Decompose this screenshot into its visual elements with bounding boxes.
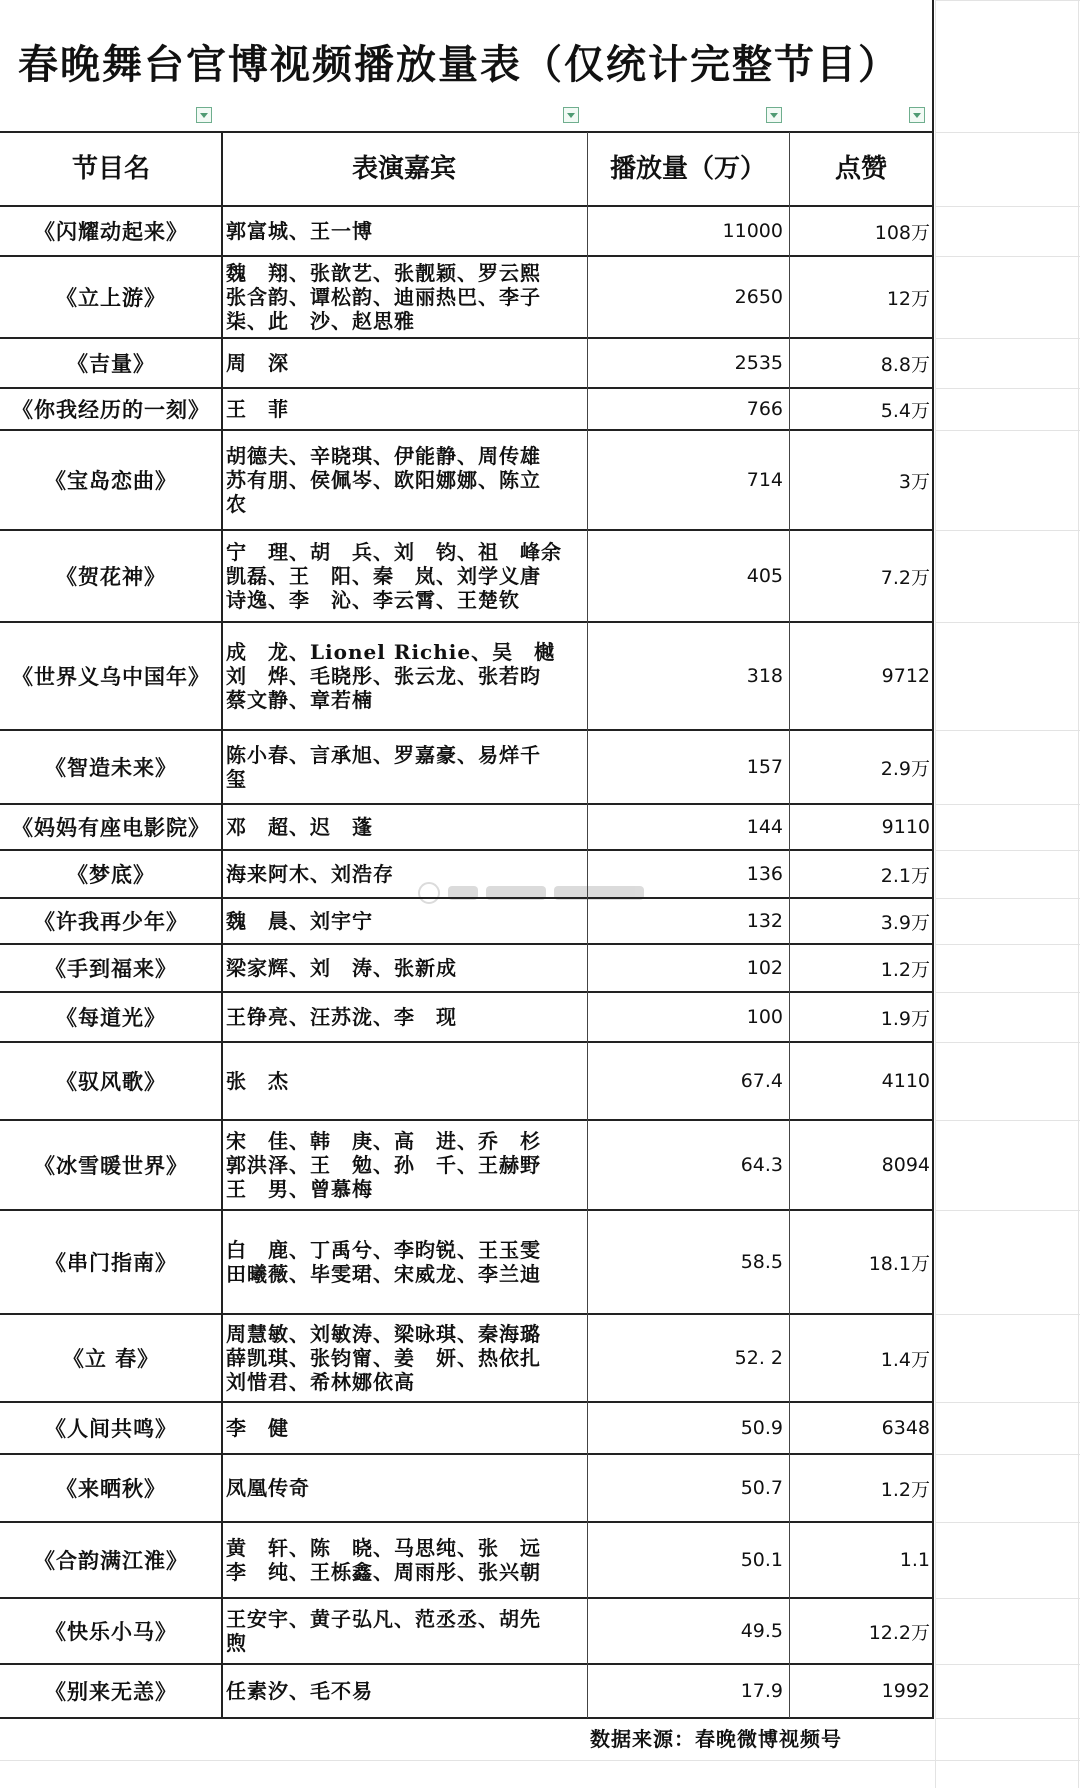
program-name-cell[interactable]: 《人间共鸣》 bbox=[45, 1416, 177, 1441]
table-rule bbox=[0, 729, 934, 731]
program-name-cell[interactable]: 《宝岛恋曲》 bbox=[45, 468, 177, 493]
likes-cell[interactable]: 8094 bbox=[881, 1154, 930, 1176]
grid-line bbox=[936, 1042, 1080, 1043]
table-rule bbox=[0, 1453, 934, 1455]
likes-cell[interactable]: 3万 bbox=[898, 470, 930, 493]
grid-line bbox=[1078, 0, 1079, 1788]
filter-dropdown-icon[interactable] bbox=[909, 107, 925, 123]
grid-line bbox=[936, 804, 1080, 805]
guests-line: 刘惜君、希林娜依高 bbox=[226, 1370, 415, 1394]
views-cell[interactable]: 714 bbox=[746, 469, 783, 491]
table-rule bbox=[0, 849, 934, 851]
guests-cell[interactable] bbox=[224, 622, 584, 730]
likes-cell[interactable]: 1.9万 bbox=[880, 1007, 930, 1030]
guests-cell[interactable] bbox=[224, 1598, 584, 1664]
likes-cell[interactable]: 9712 bbox=[881, 665, 930, 687]
guests-line: 苏有朋、侯佩岑、欧阳娜娜、陈立 bbox=[226, 468, 541, 492]
grid-line bbox=[936, 1454, 1080, 1455]
guests-line: 邓 超、迟 蓬 bbox=[226, 815, 373, 839]
guests-line: 郭洪泽、王 勉、孙 千、王赫野 bbox=[226, 1153, 541, 1177]
table-rule bbox=[0, 529, 934, 531]
filter-dropdown-icon[interactable] bbox=[563, 107, 579, 123]
guests-line: 柒、此 沙、赵思雅 bbox=[226, 309, 415, 333]
guests-cell[interactable] bbox=[224, 944, 584, 992]
likes-cell[interactable]: 2.9万 bbox=[880, 757, 930, 780]
watermark-logo-icon bbox=[418, 882, 440, 904]
guests-cell[interactable] bbox=[224, 256, 584, 338]
guests-line: 魏 晨、刘宇宁 bbox=[226, 909, 373, 933]
guests-cell[interactable] bbox=[224, 1402, 584, 1454]
guests-line: 黄 轩、陈 晓、马思纯、张 远 bbox=[226, 1536, 541, 1560]
table-row[interactable] bbox=[0, 622, 934, 730]
guests-cell[interactable] bbox=[224, 1120, 584, 1210]
guests-line: 王 菲 bbox=[226, 397, 289, 421]
table-row[interactable] bbox=[0, 1120, 934, 1210]
views-cell[interactable]: 50.1 bbox=[740, 1549, 783, 1571]
views-cell[interactable]: 318 bbox=[746, 665, 783, 687]
guests-line: 成 龙、Lionel Richie、吴 樾 bbox=[226, 640, 556, 664]
guests-line: 陈小春、言承旭、罗嘉豪、易烊千 bbox=[226, 743, 541, 767]
guests-cell[interactable] bbox=[224, 388, 584, 430]
likes-cell[interactable]: 12.2万 bbox=[868, 1621, 930, 1644]
likes-cell[interactable]: 2.1万 bbox=[880, 864, 930, 887]
grid-line bbox=[936, 388, 1080, 389]
table-rule bbox=[0, 991, 934, 993]
program-name-cell[interactable]: 《串门指南》 bbox=[45, 1250, 177, 1275]
guests-cell[interactable] bbox=[224, 1522, 584, 1598]
guests-line: 胡德夫、辛晓琪、伊能静、周传雄 bbox=[226, 444, 541, 468]
program-name-cell[interactable]: 《你我经历的一刻》 bbox=[12, 397, 210, 422]
guests-line: 周 深 bbox=[226, 351, 289, 375]
views-cell[interactable]: 766 bbox=[746, 398, 783, 420]
guests-cell[interactable] bbox=[224, 1664, 584, 1718]
guests-line: 白 鹿、丁禹兮、李昀锐、王玉雯 bbox=[226, 1238, 541, 1262]
table-row[interactable] bbox=[0, 1598, 934, 1664]
guests-cell[interactable] bbox=[224, 730, 584, 804]
table-row[interactable] bbox=[0, 1210, 934, 1314]
views-cell[interactable]: 67.4 bbox=[740, 1070, 783, 1092]
guests-line: 凯磊、王 阳、秦 岚、刘学义唐 bbox=[226, 564, 541, 588]
program-name-cell[interactable]: 《驭风歌》 bbox=[56, 1069, 166, 1094]
grid-line bbox=[936, 1210, 1080, 1211]
table-row[interactable] bbox=[0, 992, 934, 1042]
table-row[interactable] bbox=[0, 1454, 934, 1522]
header-program-name: 节目名 bbox=[71, 154, 150, 184]
filter-dropdown-icon[interactable] bbox=[766, 107, 782, 123]
program-name-cell[interactable]: 《快乐小马》 bbox=[45, 1619, 177, 1644]
views-cell[interactable]: 58.5 bbox=[740, 1251, 783, 1273]
guests-cell[interactable] bbox=[224, 1314, 584, 1402]
guests-line: 诗逸、李 沁、李云霄、王楚钦 bbox=[226, 588, 520, 612]
program-name-cell[interactable]: 《立 春》 bbox=[62, 1346, 160, 1371]
grid-line bbox=[936, 1120, 1080, 1121]
guests-cell[interactable] bbox=[224, 804, 584, 850]
table-rule bbox=[0, 1401, 934, 1403]
grid-line bbox=[936, 430, 1080, 431]
likes-cell[interactable]: 1.1 bbox=[899, 1549, 930, 1571]
program-name-cell[interactable]: 《闪耀动起来》 bbox=[34, 219, 188, 244]
guests-line: 王铮亮、汪苏泷、李 现 bbox=[226, 1005, 457, 1029]
guests-cell[interactable] bbox=[224, 430, 584, 530]
program-name-cell[interactable]: 《每道光》 bbox=[56, 1005, 166, 1030]
guests-line: 王安宇、黄子弘凡、范丞丞、胡先 bbox=[226, 1607, 541, 1631]
grid-line bbox=[936, 1522, 1080, 1523]
table-row[interactable] bbox=[0, 388, 934, 430]
likes-cell[interactable]: 1992 bbox=[881, 1680, 930, 1702]
likes-cell[interactable]: 1.2万 bbox=[880, 958, 930, 981]
likes-cell[interactable]: 8.8万 bbox=[880, 353, 930, 376]
views-cell[interactable]: 132 bbox=[746, 910, 783, 932]
table-row[interactable] bbox=[0, 530, 934, 622]
guests-cell[interactable] bbox=[224, 338, 584, 388]
table-rule bbox=[0, 621, 934, 623]
table-row[interactable] bbox=[0, 338, 934, 388]
table-rule bbox=[0, 1663, 934, 1665]
header-guests: 表演嘉宾 bbox=[351, 154, 456, 184]
grid-line bbox=[936, 622, 1080, 623]
table-row[interactable] bbox=[0, 1522, 934, 1598]
table-rule bbox=[0, 803, 934, 805]
guests-cell[interactable] bbox=[224, 1454, 584, 1522]
guests-line: 海来阿木、刘浩存 bbox=[226, 862, 394, 886]
likes-cell[interactable]: 1.4万 bbox=[880, 1348, 930, 1371]
views-cell[interactable]: 2650 bbox=[734, 286, 783, 308]
likes-cell[interactable]: 18.1万 bbox=[868, 1252, 930, 1275]
likes-cell[interactable]: 9110 bbox=[881, 816, 930, 838]
grid-line bbox=[936, 1314, 1080, 1315]
guests-line: 农 bbox=[226, 492, 247, 516]
grid-line bbox=[936, 992, 1080, 993]
guests-line: 王 男、曾慕梅 bbox=[226, 1177, 373, 1201]
table-rule bbox=[0, 1597, 934, 1599]
program-name-cell[interactable]: 《梦底》 bbox=[67, 862, 155, 887]
guests-line: 煦 bbox=[226, 1631, 247, 1655]
table-row[interactable] bbox=[0, 1402, 934, 1454]
guests-line: 魏 翔、张歆艺、张靓颖、罗云熙 bbox=[226, 261, 541, 285]
program-name-cell[interactable]: 《别来无恙》 bbox=[45, 1679, 177, 1704]
program-name-cell[interactable]: 《许我再少年》 bbox=[34, 909, 188, 934]
grid-line bbox=[936, 132, 1080, 133]
column-rule bbox=[221, 132, 223, 1718]
guests-line: 宁 理、胡 兵、刘 钧、祖 峰余 bbox=[226, 540, 562, 564]
table-rule bbox=[0, 1041, 934, 1043]
program-name-cell[interactable]: 《合韵满江淮》 bbox=[34, 1548, 188, 1573]
likes-cell[interactable]: 1.2万 bbox=[880, 1478, 930, 1501]
views-cell[interactable]: 17.9 bbox=[740, 1680, 783, 1702]
grid-line bbox=[936, 1718, 1080, 1719]
grid-line bbox=[936, 256, 1080, 257]
guests-cell[interactable] bbox=[224, 992, 584, 1042]
program-name-cell[interactable]: 《来晒秋》 bbox=[56, 1476, 166, 1501]
guests-line: 李 健 bbox=[226, 1416, 289, 1440]
table-rule bbox=[0, 337, 934, 339]
views-cell[interactable]: 157 bbox=[746, 756, 783, 778]
table-rule bbox=[0, 1717, 934, 1719]
weibo-watermark bbox=[418, 878, 658, 908]
table-rule bbox=[0, 429, 934, 431]
header-views: 播放量（万） bbox=[609, 154, 766, 184]
table-row[interactable] bbox=[0, 1314, 934, 1402]
views-cell[interactable]: 49.5 bbox=[740, 1620, 783, 1642]
likes-cell[interactable]: 4110 bbox=[881, 1070, 930, 1092]
guests-line: 李 纯、王栎鑫、周雨彤、张兴朝 bbox=[226, 1560, 541, 1584]
grid-line bbox=[936, 730, 1080, 731]
guests-line: 郭富城、王一博 bbox=[226, 219, 373, 243]
views-cell[interactable]: 52. 2 bbox=[734, 1347, 783, 1369]
likes-cell[interactable]: 3.9万 bbox=[880, 911, 930, 934]
views-cell[interactable]: 100 bbox=[746, 1006, 783, 1028]
table-row[interactable] bbox=[0, 944, 934, 992]
grid-line bbox=[936, 898, 1080, 899]
grid-line bbox=[935, 0, 936, 1788]
table-rule bbox=[0, 943, 934, 945]
table-rule bbox=[0, 1313, 934, 1315]
guests-line: 张含韵、谭松韵、迪丽热巴、李子 bbox=[226, 285, 541, 309]
table-rule bbox=[0, 1209, 934, 1211]
guests-cell[interactable] bbox=[224, 206, 584, 256]
program-name-cell[interactable]: 《冰雪暖世界》 bbox=[34, 1153, 188, 1178]
grid-line bbox=[936, 338, 1080, 339]
grid-line bbox=[0, 1760, 1080, 1761]
program-name-cell[interactable]: 《手到福来》 bbox=[45, 956, 177, 981]
guests-line: 宋 佳、韩 庚、高 进、乔 杉 bbox=[226, 1129, 541, 1153]
guests-line: 梁家辉、刘 涛、张新成 bbox=[226, 956, 457, 980]
program-name-cell[interactable]: 《智造未来》 bbox=[45, 755, 177, 780]
views-cell[interactable]: 2535 bbox=[734, 352, 783, 374]
grid-line bbox=[936, 850, 1080, 851]
table-rule bbox=[0, 131, 934, 133]
table-rule bbox=[0, 1521, 934, 1523]
guests-line: 田曦薇、毕雯珺、宋威龙、李兰迪 bbox=[226, 1262, 541, 1286]
program-name-cell[interactable]: 《贺花神》 bbox=[56, 564, 166, 589]
guests-line: 薛凯琪、张钧甯、姜 妍、热依扎 bbox=[226, 1346, 541, 1370]
grid-line bbox=[936, 206, 1080, 207]
guests-line: 任素汐、毛不易 bbox=[226, 1679, 373, 1703]
likes-cell[interactable]: 7.2万 bbox=[880, 566, 930, 589]
program-name-cell[interactable]: 《妈妈有座电影院》 bbox=[12, 815, 210, 840]
views-cell[interactable]: 11000 bbox=[722, 220, 783, 242]
grid-line bbox=[936, 0, 1080, 1]
table-row[interactable] bbox=[0, 1042, 934, 1120]
program-name-cell[interactable]: 《吉量》 bbox=[67, 351, 155, 376]
table-rule bbox=[0, 1119, 934, 1121]
guests-line: 周慧敏、刘敏涛、梁咏琪、秦海璐 bbox=[226, 1322, 541, 1346]
views-cell[interactable]: 136 bbox=[746, 863, 783, 885]
views-cell[interactable]: 405 bbox=[746, 565, 783, 587]
likes-cell[interactable]: 12万 bbox=[886, 287, 930, 310]
grid-line bbox=[936, 530, 1080, 531]
filter-dropdown-icon[interactable] bbox=[196, 107, 212, 123]
views-cell[interactable]: 50.9 bbox=[740, 1417, 783, 1439]
likes-cell[interactable]: 5.4万 bbox=[880, 399, 930, 422]
grid-line bbox=[936, 944, 1080, 945]
guests-line: 蔡文静、章若楠 bbox=[226, 688, 373, 712]
guests-line: 玺 bbox=[226, 767, 247, 791]
views-cell[interactable]: 64.3 bbox=[740, 1154, 783, 1176]
program-name-cell[interactable]: 《世界义乌中国年》 bbox=[12, 664, 210, 689]
guests-line: 张 杰 bbox=[226, 1069, 289, 1093]
table-rule bbox=[0, 387, 934, 389]
likes-cell[interactable]: 6348 bbox=[881, 1417, 930, 1439]
views-cell[interactable]: 102 bbox=[746, 957, 783, 979]
table-row[interactable] bbox=[0, 256, 934, 338]
table-rule bbox=[0, 205, 934, 207]
table-rule bbox=[0, 897, 934, 899]
table-row[interactable] bbox=[0, 430, 934, 530]
table-row[interactable] bbox=[0, 206, 934, 256]
grid-line bbox=[936, 1664, 1080, 1665]
column-rule bbox=[587, 132, 588, 1718]
grid-line bbox=[936, 1402, 1080, 1403]
table-row[interactable] bbox=[0, 1664, 934, 1718]
table-rule bbox=[0, 255, 934, 257]
guests-line: 凤凰传奇 bbox=[226, 1476, 310, 1500]
guests-cell[interactable] bbox=[224, 530, 584, 622]
likes-cell[interactable]: 108万 bbox=[874, 221, 930, 244]
column-rule bbox=[789, 132, 790, 1718]
guests-line: 刘 烨、毛晓彤、张云龙、张若昀 bbox=[226, 664, 541, 688]
guests-cell[interactable] bbox=[224, 1042, 584, 1120]
table-title: 春晚舞台官博视频播放量表（仅统计完整节目） bbox=[18, 41, 900, 88]
table-row[interactable] bbox=[0, 804, 934, 850]
header-likes: 点赞 bbox=[834, 154, 887, 184]
views-cell[interactable]: 50.7 bbox=[740, 1477, 783, 1499]
views-cell[interactable]: 144 bbox=[746, 816, 783, 838]
grid-line bbox=[936, 1598, 1080, 1599]
program-name-cell[interactable]: 《立上游》 bbox=[56, 285, 166, 310]
data-source-note: 数据来源：春晚微博视频号 bbox=[590, 1727, 842, 1751]
table-row[interactable] bbox=[0, 730, 934, 804]
guests-cell[interactable] bbox=[224, 1210, 584, 1314]
